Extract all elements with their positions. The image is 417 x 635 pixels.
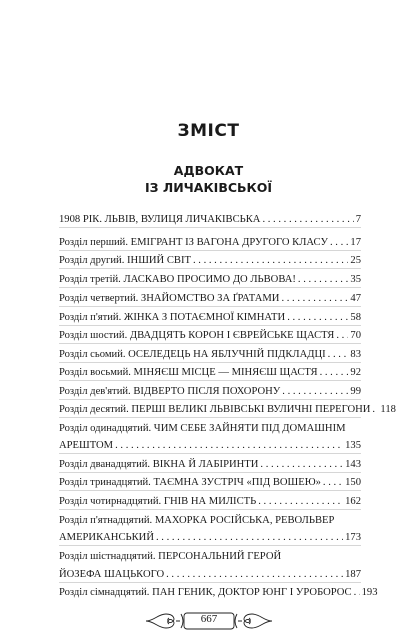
toc-entry-title: Розділ сімнадцятий. ПАН ГЕНИК, ДОКТОР ЮНГ І УРОБОРОС xyxy=(59,587,352,598)
toc-entry-title: Розділ четвертий. ЗНАЙОМСТВО ЗА ҐРАТАМИ xyxy=(59,293,280,304)
toc-divider xyxy=(59,343,361,344)
toc-divider xyxy=(59,268,361,269)
dot-leader xyxy=(336,327,348,344)
toc-entry[interactable] xyxy=(59,271,361,288)
toc-entry-first-line: Розділ шістнадцятий. ПЕРСОНАЛЬНИЙ ГЕРОЙ xyxy=(59,551,282,562)
toc-entry[interactable] xyxy=(59,437,361,454)
dot-leader xyxy=(330,234,348,251)
toc-entry[interactable] xyxy=(59,474,361,491)
toc-entry-title: Розділ сьомий. ОСЕЛЕДЕЦЬ НА ЯБЛУЧНІЙ ПІДКЛАДЦІ xyxy=(59,349,326,360)
toc-entry[interactable] xyxy=(59,401,396,418)
page-number: 667 xyxy=(200,613,218,625)
toc-entry-title: АМЕРИКАНСЬКИЙ xyxy=(59,532,154,543)
toc-entry[interactable] xyxy=(59,346,361,363)
toc-divider xyxy=(59,545,361,546)
page-footer xyxy=(0,611,417,631)
toc-divider xyxy=(59,287,361,288)
dot-leader xyxy=(262,211,353,228)
toc-entry[interactable] xyxy=(59,309,361,326)
toc-entry[interactable] xyxy=(59,327,361,344)
toc-entry-title: Розділ шостий. ДВАДЦЯТЬ КОРОН І ЄВРЕЙСЬКЕ ЩАСТЯ xyxy=(59,330,335,341)
toc-entry-title: Розділ тринадцятий. ТАЄМНА ЗУСТРІЧ «ПІД ВОШЕЮ» xyxy=(59,477,321,488)
toc-divider xyxy=(59,582,361,583)
toc-entry-page: 47 xyxy=(350,293,361,304)
toc-entry-title: Розділ чотирнадцятий. ГНІВ НА МИЛІСТЬ xyxy=(59,496,257,507)
toc-divider xyxy=(59,227,361,228)
toc-entry-page: 187 xyxy=(345,569,361,580)
toc-entry-page: 35 xyxy=(350,274,361,285)
dot-leader xyxy=(260,456,343,473)
toc-divider xyxy=(59,453,361,454)
toc-divider xyxy=(59,417,361,418)
toc-divider xyxy=(59,325,361,326)
toc-entry-title: Розділ третій. ЛАСКАВО ПРОСИМО ДО ЛЬВОВА! xyxy=(59,274,296,285)
dot-leader xyxy=(156,529,343,546)
toc-entry-title: 1908 РІК. ЛЬВІВ, ВУЛИЦЯ ЛИЧАКІВСЬКА xyxy=(59,214,261,225)
toc-entry[interactable] xyxy=(59,364,361,381)
toc-entry-page: 118 xyxy=(380,404,396,415)
toc-entry-first-line: Розділ одинадцятий. ЧИМ СЕБЕ ЗАЙНЯТИ ПІД ДОМАШНІМ xyxy=(59,423,346,434)
toc-entry-title: ЙОЗЕФА ШАЦЬКОГО xyxy=(59,569,165,580)
toc-entry-title: Розділ перший. ЕМІГРАНТ ІЗ ВАГОНА ДРУГОГО КЛАСУ xyxy=(59,237,328,248)
toc-entry[interactable] xyxy=(59,529,361,546)
toc-entry[interactable] xyxy=(59,584,378,601)
part-title-line-1: АДВОКАТ xyxy=(173,163,244,178)
toc-entry-title: Розділ восьмий. МІНЯЄШ МІСЦЕ — МІНЯЄШ ЩАСТЯ xyxy=(59,367,318,378)
toc-entry[interactable] xyxy=(59,493,361,510)
toc-entry[interactable] xyxy=(59,234,361,251)
dot-leader xyxy=(323,474,343,491)
toc-entry-page: 193 xyxy=(361,587,378,598)
dot-leader xyxy=(282,383,348,400)
dot-leader xyxy=(281,290,348,307)
toc-divider xyxy=(59,509,361,510)
toc-entry-title: Розділ дванадцятий. ВІКНА Й ЛАБІРИНТИ xyxy=(59,459,259,470)
toc-entry-page: 58 xyxy=(350,312,361,323)
toc-entry-page: 17 xyxy=(350,237,361,248)
toc-entry-title: Розділ дев'ятий. ВІДВЕРТО ПІСЛЯ ПОХОРОНУ xyxy=(59,386,281,397)
toc-entry-first-line: Розділ п'ятнадцятий. МАХОРКА РОСІЙСЬКА, РЕВОЛЬВЕР xyxy=(59,515,335,526)
toc-entry[interactable] xyxy=(59,566,361,583)
toc-divider xyxy=(59,490,361,491)
toc-entry[interactable] xyxy=(59,456,361,473)
dot-leader xyxy=(115,437,343,454)
toc-entry-page: 143 xyxy=(345,459,361,470)
toc-entry-page: 83 xyxy=(350,349,361,360)
toc-entry-page: 173 xyxy=(345,532,361,543)
toc-divider xyxy=(59,250,361,251)
toc-heading: ЗМІСТ xyxy=(177,121,240,141)
toc-divider xyxy=(59,306,361,307)
toc-entry-page: 25 xyxy=(350,255,361,266)
dot-leader xyxy=(193,252,348,269)
part-title xyxy=(0,162,417,196)
dot-leader xyxy=(320,364,349,381)
dot-leader xyxy=(287,309,348,326)
toc-entry-title: АРЕШТОМ xyxy=(59,440,114,451)
toc-entry-page: 99 xyxy=(350,386,361,397)
toc-entry[interactable] xyxy=(59,290,361,307)
dot-leader xyxy=(166,566,343,583)
toc-entry-title: Розділ п'ятий. ЖІНКА З ПОТАЄМНОЇ КІМНАТИ xyxy=(59,312,286,323)
dot-leader xyxy=(328,346,349,363)
dot-leader xyxy=(258,493,343,510)
toc-entry[interactable] xyxy=(59,383,361,400)
toc-divider xyxy=(59,472,361,473)
part-title-line-2: ІЗ ЛИЧАКІВСЬКОЇ xyxy=(144,180,273,195)
toc-divider xyxy=(59,362,361,363)
dot-leader xyxy=(298,271,348,288)
toc-entry-title: Розділ другий. ІНШИЙ СВІТ xyxy=(59,255,191,266)
toc-entry-page: 135 xyxy=(345,440,361,451)
dot-leader xyxy=(354,584,360,601)
toc-entry[interactable] xyxy=(59,211,361,228)
dot-leader xyxy=(372,401,378,418)
toc-entry-page: 92 xyxy=(350,367,361,378)
toc-divider xyxy=(59,399,361,400)
toc-entry[interactable] xyxy=(59,252,361,269)
toc-divider xyxy=(59,380,361,381)
toc-entry-page: 7 xyxy=(355,214,361,225)
toc-entry-page: 162 xyxy=(345,496,361,507)
toc-entry-title: Розділ десятий. ПЕРШІ ВЕЛИКІ ЛЬВІВСЬКІ ВУЛИЧНІ ПЕРЕГОНИ xyxy=(59,404,371,415)
toc-entry-page: 150 xyxy=(345,477,361,488)
toc-entry-page: 70 xyxy=(350,330,361,341)
